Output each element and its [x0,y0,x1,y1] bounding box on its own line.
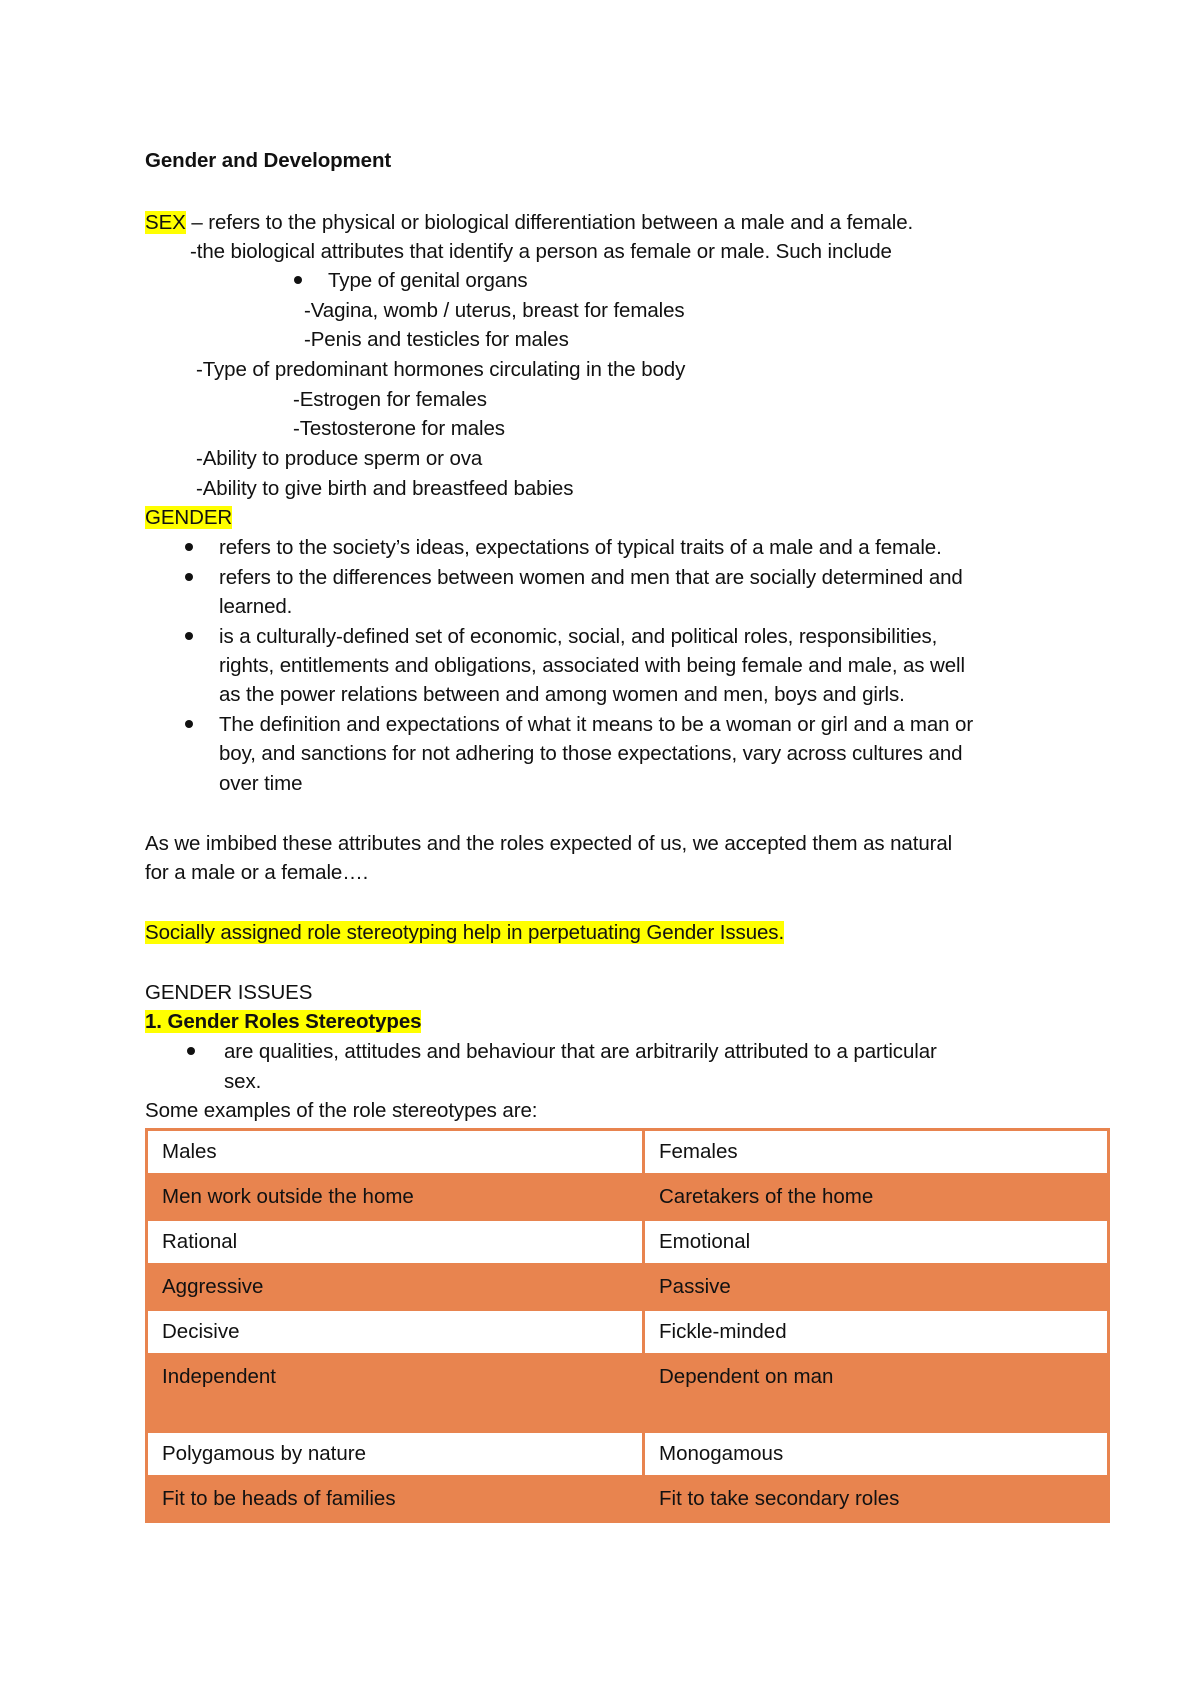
stereotype-bullet-line-2: sex. [224,1070,262,1093]
table-cell: Monogamous [644,1432,1109,1477]
table-cell: Dependent on man [644,1355,1109,1432]
sex-definition-line [145,210,913,236]
sperm-line: -Ability to produce sperm or ova [196,447,483,470]
table-row [147,1220,1109,1265]
hormones-line: -Type of predominant hormones circulating in the body [196,358,686,381]
table-cell: Passive [644,1265,1109,1310]
stereotype-bullet-line-1: are qualities, attitudes and behaviour that are arbitrarily attributed to a particular [224,1040,937,1063]
gender-bullet-1: refers to the society’s ideas, expectations of typical traits of a male and a female. [219,536,942,559]
bullet-icon [187,1047,195,1055]
bullet-icon [185,720,193,728]
sex-definition: – refers to the physical or biological differentiation between a male and a female. [185,211,914,234]
gender-term: GENDER [145,506,233,529]
bullet-icon [185,632,193,640]
male-organs-line: -Penis and testicles for males [304,328,569,351]
bullet-icon [294,276,302,284]
table-cell: Fit to take secondary roles [644,1477,1109,1522]
birth-line: -Ability to give birth and breastfeed babies [196,477,574,500]
paragraph-line-2: for a male or a female…. [145,861,369,884]
gender-bullet-3-line-1: is a culturally-defined set of economic, social, and political roles, responsibilities, [219,625,938,648]
role-stereotypes-table [145,1128,1110,1523]
gender-bullet-4-line-1: The definition and expectations of what it means to be a woman or girl and a man or [219,713,974,736]
sex-term: SEX [145,211,186,234]
bullet-icon [185,543,193,551]
gender-bullet-2-line-1: refers to the differences between women and men that are socially determined and [219,566,963,589]
female-organs-line: -Vagina, womb / uterus, breast for females [304,299,685,322]
genital-organs-item: Type of genital organs [328,269,528,292]
issue-item-1 [145,1009,421,1035]
testosterone-line: -Testosterone for males [293,417,505,440]
table-cell: Men work outside the home [147,1175,644,1220]
gender-bullet-4-line-2: boy, and sanctions for not adhering to those expectations, vary across cultures and [219,742,963,765]
table-cell: Polygamous by nature [147,1432,644,1477]
table-cell: Males [147,1130,644,1175]
table-cell: Independent [147,1355,644,1432]
paragraph-line-1: As we imbibed these attributes and the roles expected of us, we accepted them as natural [145,832,953,855]
table-row [147,1477,1109,1522]
table-row [147,1432,1109,1477]
table-cell: Emotional [644,1220,1109,1265]
sex-attributes-line: -the biological attributes that identify a person as female or male. Such include [190,240,892,263]
table-cell: Females [644,1130,1109,1175]
table-cell: Decisive [147,1310,644,1355]
examples-intro: Some examples of the role stereotypes are: [145,1099,538,1122]
estrogen-line: -Estrogen for females [293,388,487,411]
table-cell: Caretakers of the home [644,1175,1109,1220]
gender-issues-heading: GENDER ISSUES [145,981,313,1004]
table-row [147,1265,1109,1310]
table-cell: Aggressive [147,1265,644,1310]
table-row [147,1355,1109,1432]
issue-item-1-label: 1. Gender Roles Stereotypes [145,1010,422,1033]
bullet-icon [185,573,193,581]
highlighted-text: Socially assigned role stereotyping help in perpetuating Gender Issues. [145,921,785,944]
table-cell: Fickle-minded [644,1310,1109,1355]
table-header-row [147,1130,1109,1175]
table-row [147,1310,1109,1355]
table-cell: Fit to be heads of families [147,1477,644,1522]
gender-bullet-4-line-3: over time [219,772,303,795]
gender-bullet-3-line-2: rights, entitlements and obligations, associated with being female and male, as well [219,654,965,677]
gender-bullet-3-line-3: as the power relations between and among women and men, boys and girls. [219,683,905,706]
highlight-sentence [145,920,784,946]
gender-bullet-2-line-2: learned. [219,595,293,618]
table-cell: Rational [147,1220,644,1265]
document-title: Gender and Development [145,149,392,172]
table-row [147,1175,1109,1220]
gender-heading [145,505,232,531]
